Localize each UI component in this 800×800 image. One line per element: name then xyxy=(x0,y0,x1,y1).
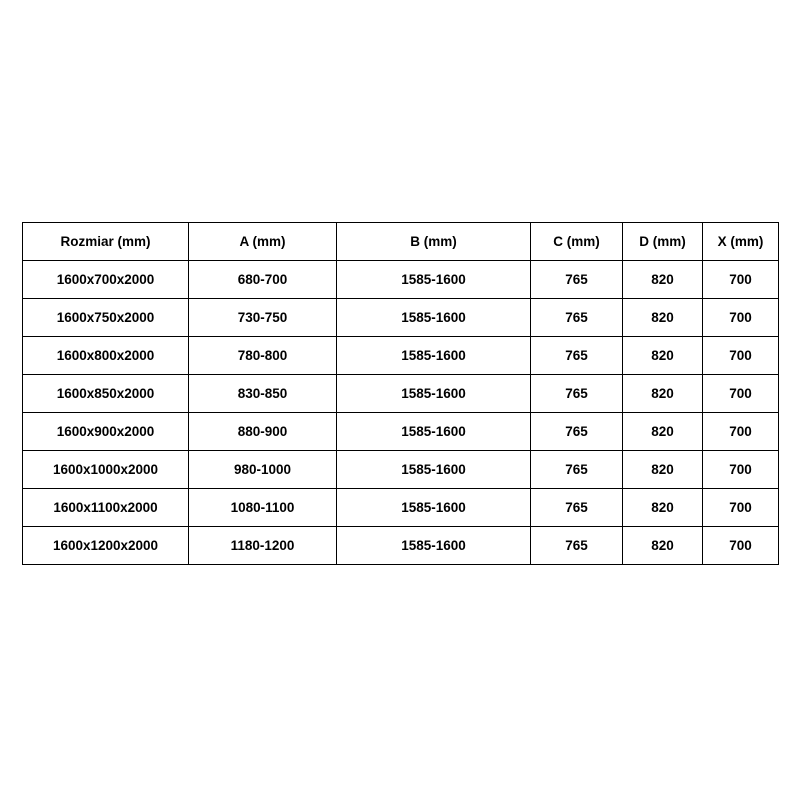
table-row xyxy=(23,527,779,565)
cell-b: 1585-1600 xyxy=(337,261,531,299)
cell-b: 1585-1600 xyxy=(337,413,531,451)
table-body xyxy=(23,261,779,565)
spec-table-container xyxy=(22,222,778,565)
cell-rozmiar: 1600x900x2000 xyxy=(23,413,189,451)
table-header xyxy=(23,223,779,261)
cell-rozmiar: 1600x850x2000 xyxy=(23,375,189,413)
cell-c: 765 xyxy=(531,261,623,299)
table-row xyxy=(23,413,779,451)
cell-a: 980-1000 xyxy=(189,451,337,489)
cell-a: 830-850 xyxy=(189,375,337,413)
cell-x: 700 xyxy=(703,527,779,565)
cell-b: 1585-1600 xyxy=(337,299,531,337)
column-header-c: C (mm) xyxy=(531,223,623,261)
cell-d: 820 xyxy=(623,375,703,413)
cell-b: 1585-1600 xyxy=(337,527,531,565)
column-header-x: X (mm) xyxy=(703,223,779,261)
cell-d: 820 xyxy=(623,299,703,337)
cell-d: 820 xyxy=(623,451,703,489)
cell-c: 765 xyxy=(531,451,623,489)
cell-d: 820 xyxy=(623,261,703,299)
cell-d: 820 xyxy=(623,413,703,451)
cell-c: 765 xyxy=(531,413,623,451)
table-row xyxy=(23,261,779,299)
cell-x: 700 xyxy=(703,451,779,489)
cell-a: 680-700 xyxy=(189,261,337,299)
size-spec-table xyxy=(22,222,779,565)
table-header-row xyxy=(23,223,779,261)
cell-d: 820 xyxy=(623,527,703,565)
column-header-d: D (mm) xyxy=(623,223,703,261)
cell-c: 765 xyxy=(531,337,623,375)
cell-rozmiar: 1600x1000x2000 xyxy=(23,451,189,489)
cell-c: 765 xyxy=(531,299,623,337)
cell-c: 765 xyxy=(531,527,623,565)
table-row xyxy=(23,375,779,413)
column-header-a: A (mm) xyxy=(189,223,337,261)
cell-b: 1585-1600 xyxy=(337,337,531,375)
table-row xyxy=(23,451,779,489)
cell-rozmiar: 1600x700x2000 xyxy=(23,261,189,299)
table-row xyxy=(23,337,779,375)
cell-c: 765 xyxy=(531,489,623,527)
cell-rozmiar: 1600x1100x2000 xyxy=(23,489,189,527)
cell-a: 730-750 xyxy=(189,299,337,337)
cell-a: 1180-1200 xyxy=(189,527,337,565)
cell-x: 700 xyxy=(703,413,779,451)
cell-x: 700 xyxy=(703,375,779,413)
cell-c: 765 xyxy=(531,375,623,413)
cell-a: 880-900 xyxy=(189,413,337,451)
cell-d: 820 xyxy=(623,337,703,375)
cell-rozmiar: 1600x750x2000 xyxy=(23,299,189,337)
column-header-b: B (mm) xyxy=(337,223,531,261)
cell-x: 700 xyxy=(703,337,779,375)
cell-rozmiar: 1600x1200x2000 xyxy=(23,527,189,565)
cell-rozmiar: 1600x800x2000 xyxy=(23,337,189,375)
cell-a: 1080-1100 xyxy=(189,489,337,527)
cell-b: 1585-1600 xyxy=(337,375,531,413)
cell-b: 1585-1600 xyxy=(337,451,531,489)
cell-x: 700 xyxy=(703,489,779,527)
cell-x: 700 xyxy=(703,299,779,337)
column-header-rozmiar: Rozmiar (mm) xyxy=(23,223,189,261)
cell-x: 700 xyxy=(703,261,779,299)
cell-d: 820 xyxy=(623,489,703,527)
table-row xyxy=(23,299,779,337)
table-row xyxy=(23,489,779,527)
cell-b: 1585-1600 xyxy=(337,489,531,527)
cell-a: 780-800 xyxy=(189,337,337,375)
